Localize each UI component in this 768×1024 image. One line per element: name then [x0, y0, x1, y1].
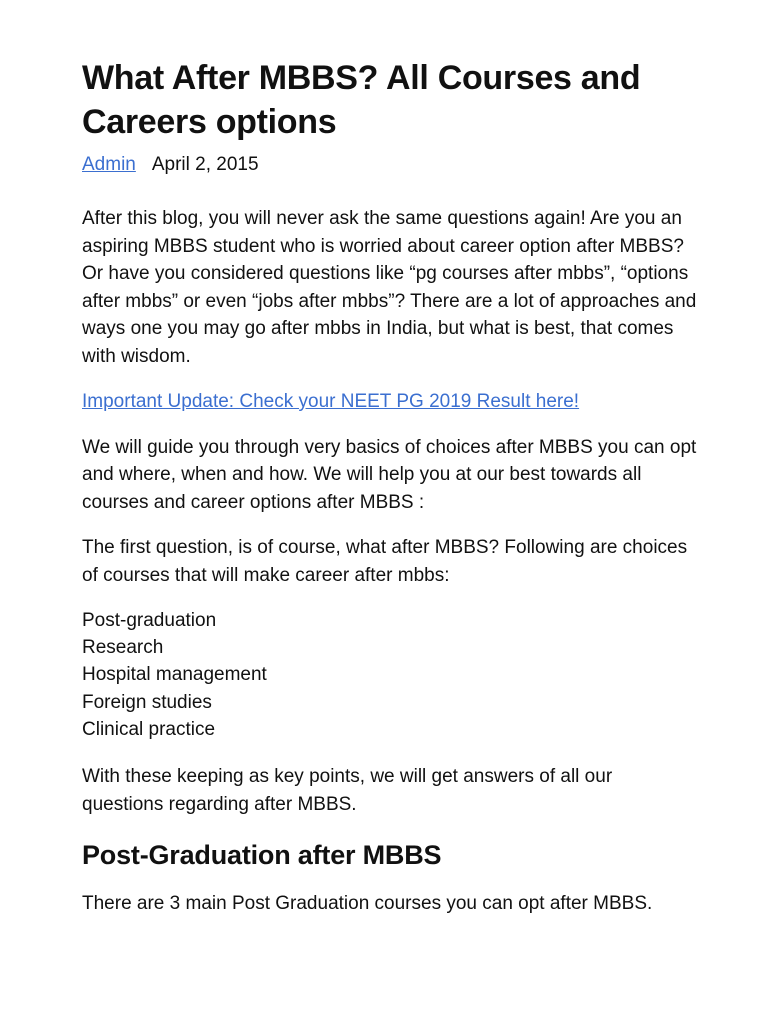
first-question-paragraph: The first question, is of course, what after MBBS? Following are choices of courses that will make career after mbbs: [82, 537, 688, 586]
article-meta [82, 153, 698, 177]
list-item: Hospital management [82, 664, 267, 686]
post-date: April 2, 2015 [151, 154, 259, 175]
section-intro-paragraph: There are 3 main Post Graduation courses you can opt after MBBS. [82, 893, 653, 915]
author-link[interactable]: Admin [82, 154, 136, 175]
intro-paragraph: After this blog, you will never ask the same questions again! Are you an aspiring MBBS student who is worried about career option after MBBS? Or have you considered questions like “pg courses after mbbs”, “options after mbbs” or even “jobs after mbbs”? There are a lot of approaches and ways one you may go after mbbs in India, but what is best, that comes with wisdom. [82, 208, 697, 367]
section-heading: Post-Graduation after MBBS [82, 840, 442, 871]
list-item: Clinical practice [82, 718, 216, 740]
list-item: Research [82, 637, 164, 659]
article-title: What After MBBS? All Courses and Careers options [82, 59, 641, 141]
neet-pg-result-link[interactable]: Important Update: Check your NEET PG 2019 Result here! [82, 391, 580, 412]
guide-paragraph: We will guide you through very basics of choices after MBBS you can opt and where, when and how. We will help you at our best towards all courses and career options after MBBS : [82, 436, 697, 513]
list-item: Post-graduation [82, 610, 217, 631]
update-paragraph [82, 388, 698, 416]
key-points-paragraph: With these keeping as key points, we will get answers of all our questions regarding after MBBS. [82, 766, 613, 815]
course-choices-list [82, 607, 698, 743]
list-item: Foreign studies [82, 691, 212, 713]
